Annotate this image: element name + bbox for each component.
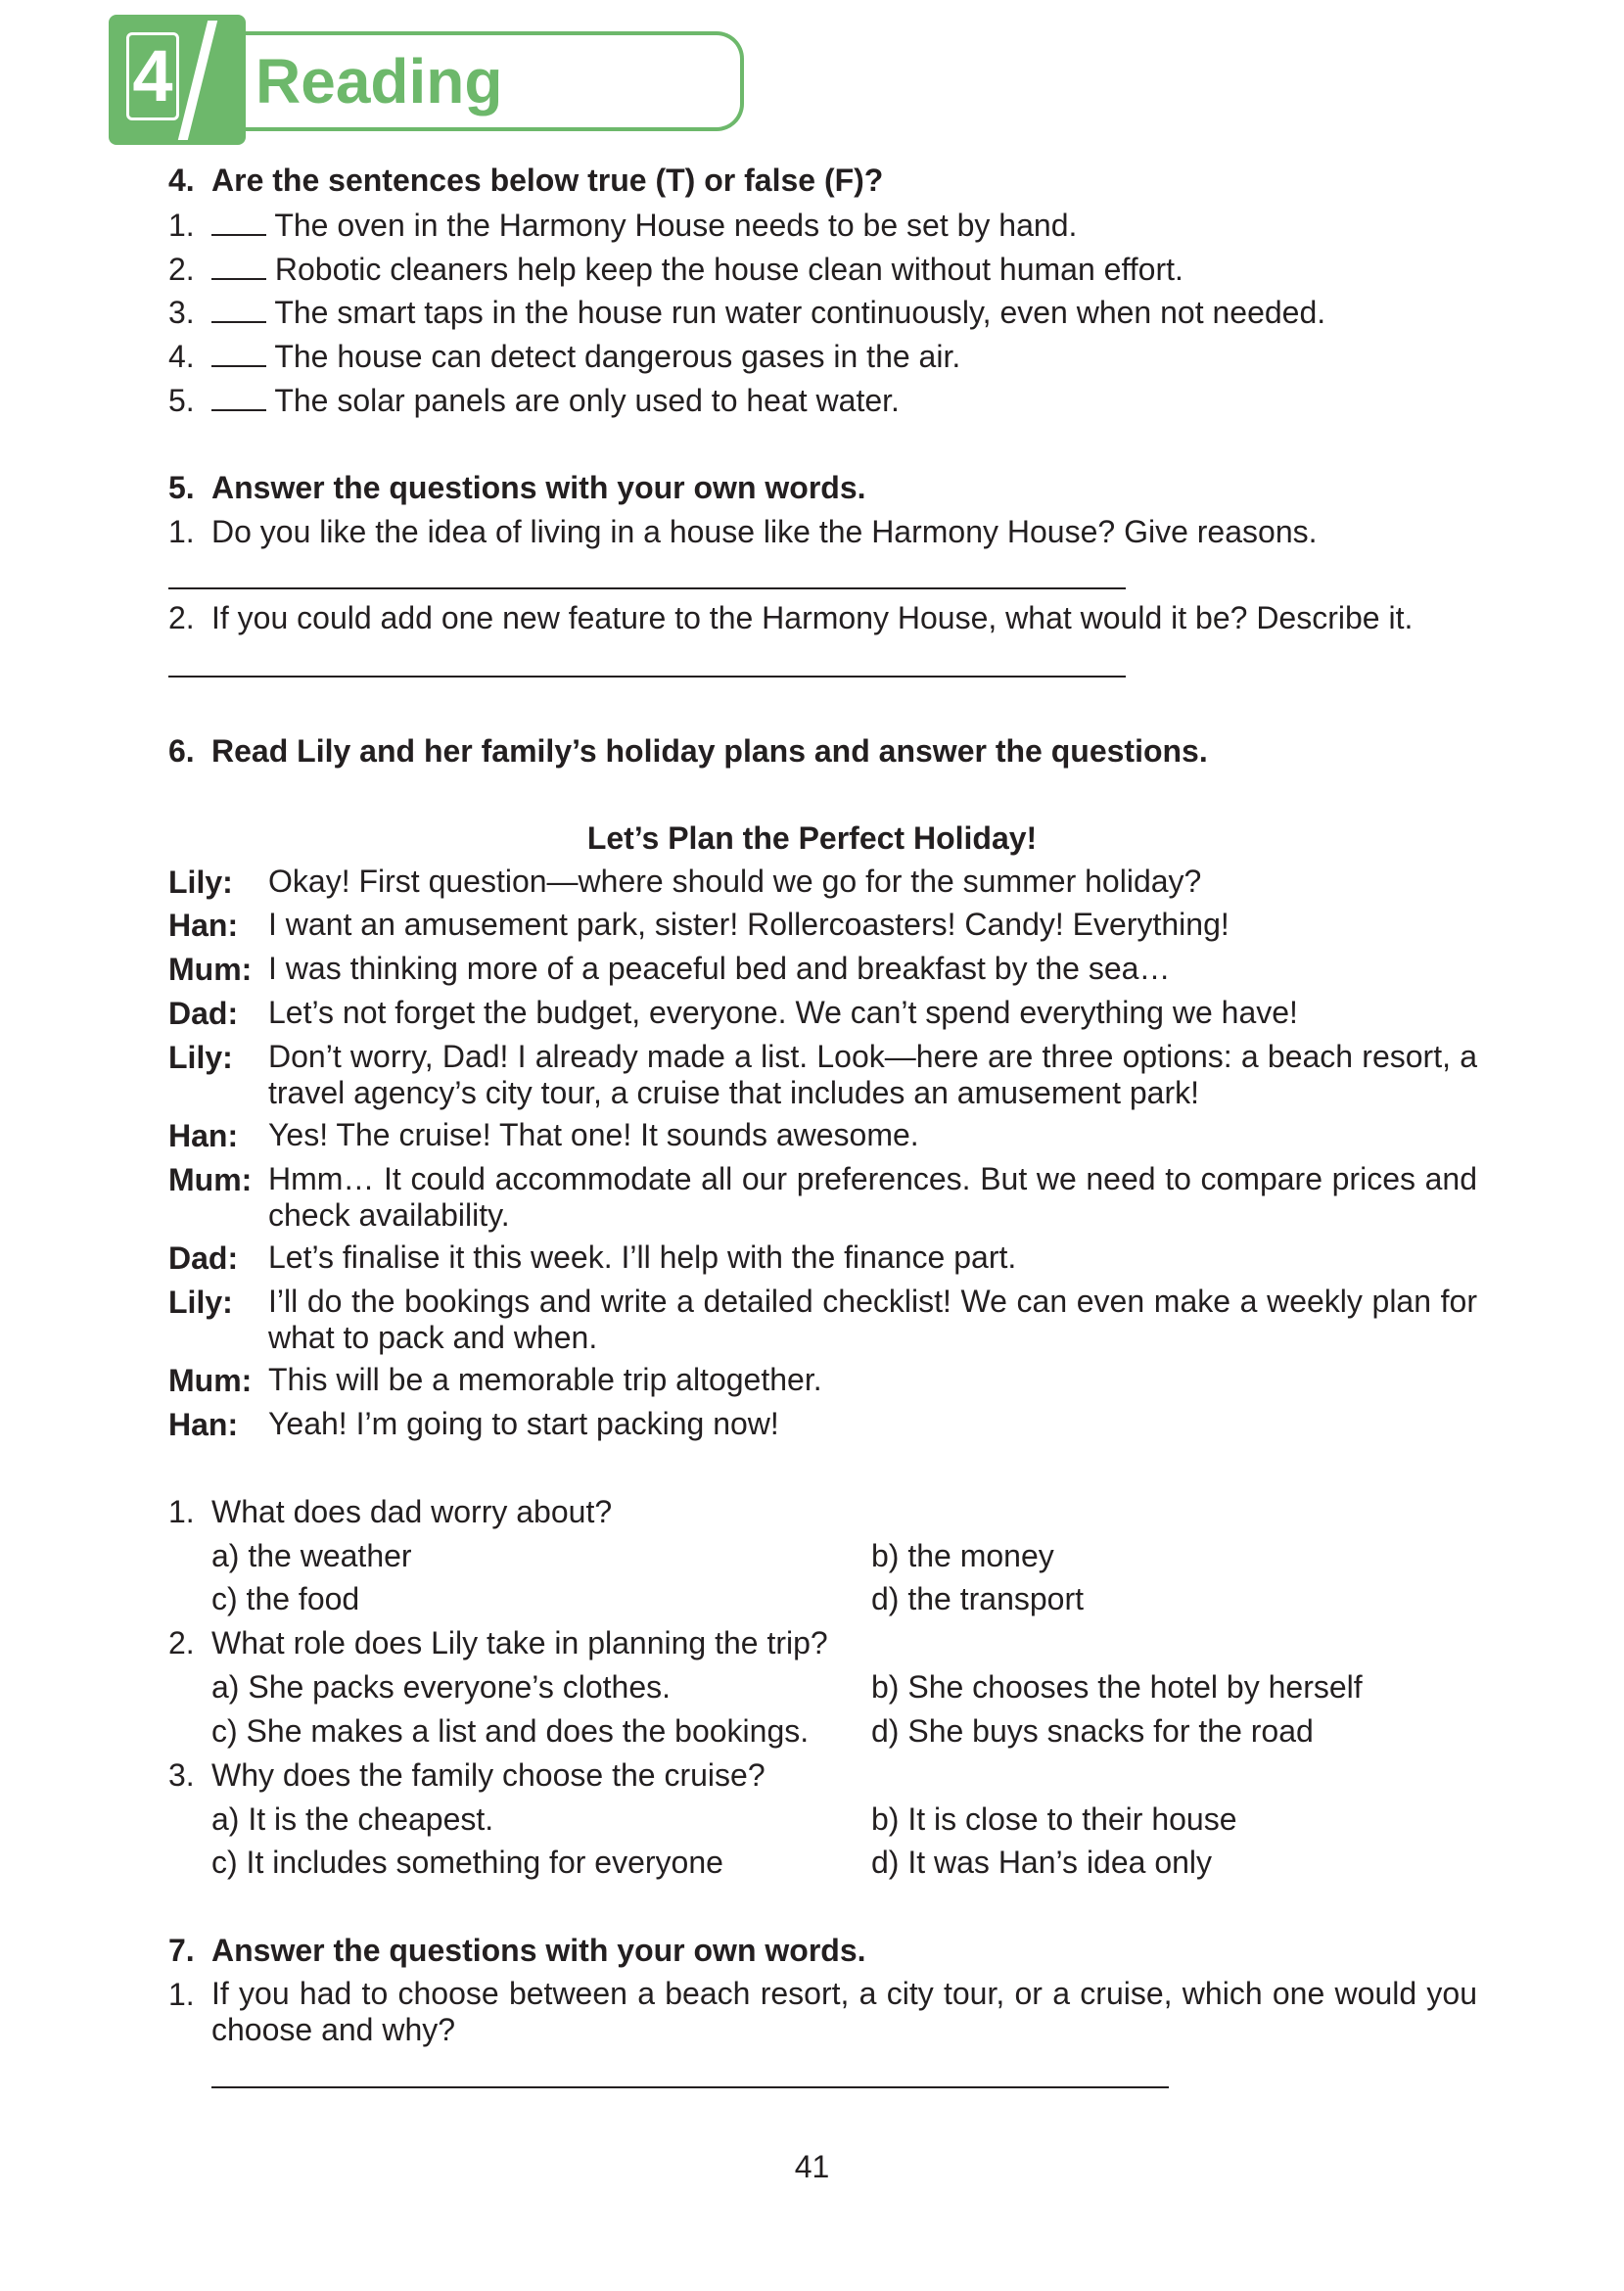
mc-option[interactable]: d) She buys snacks for the road bbox=[871, 1713, 1314, 1749]
dialogue-title: Let’s Plan the Perfect Holiday! bbox=[586, 820, 1038, 856]
mc-option[interactable]: c) It includes something for everyone bbox=[211, 1845, 723, 1880]
ex4-item-3: 3. The smart taps in the house run water continuously, even when not needed. bbox=[168, 295, 1326, 330]
answer-blank[interactable] bbox=[211, 296, 266, 323]
ex5-answer-line-1[interactable] bbox=[168, 587, 1126, 589]
dialogue-line: Hmm… It could accommodate all our preferences. But we need to compare prices and check availability. bbox=[268, 1161, 1477, 1233]
ex4-item-1: 1. The oven in the Harmony House needs to be set by hand. bbox=[168, 208, 1078, 243]
dialogue-line: Let’s not forget the budget, everyone. We can’t spend everything we have! bbox=[268, 995, 1298, 1030]
page-number: 41 bbox=[794, 2149, 830, 2184]
dialogue-line: I was thinking more of a peaceful bed and breakfast by the sea… bbox=[268, 951, 1171, 986]
speaker-label: Lily: bbox=[168, 865, 233, 900]
mc-option[interactable]: b) It is close to their house bbox=[871, 1801, 1237, 1837]
mc-option[interactable]: a) She packs everyone’s clothes. bbox=[211, 1669, 671, 1705]
mc-option[interactable]: a) It is the cheapest. bbox=[211, 1801, 494, 1837]
mc-option[interactable]: b) She chooses the hotel by herself bbox=[871, 1669, 1363, 1705]
mc-option[interactable]: c) She makes a list and does the bookings. bbox=[211, 1713, 810, 1749]
speaker-label: Han: bbox=[168, 1118, 239, 1153]
dialogue-line: Yeah! I’m going to start packing now! bbox=[268, 1406, 779, 1441]
dialogue-line: This will be a memorable trip altogether. bbox=[268, 1362, 822, 1397]
ex5-question-2: 2. If you could add one new feature to the Harmony House, what would it be? Describe it. bbox=[168, 600, 1414, 635]
ex4-item-4: 4. The house can detect dangerous gases in the air. bbox=[168, 339, 961, 374]
mc-question-2: 2. What role does Lily take in planning the trip? bbox=[168, 1625, 828, 1660]
ex4-item-2: 2. Robotic cleaners help keep the house clean without human effort. bbox=[168, 252, 1183, 287]
speaker-label: Mum: bbox=[168, 1363, 253, 1398]
ex7-question-1: If you had to choose between a beach resort, a city tour, or a cruise, which one would you choose and why? bbox=[211, 1976, 1477, 2047]
speaker-label: Han: bbox=[168, 908, 239, 943]
answer-blank[interactable] bbox=[211, 253, 266, 280]
ex5-question-1: 1. Do you like the idea of living in a house like the Harmony House? Give reasons. bbox=[168, 514, 1318, 549]
ex7-answer-line-1[interactable] bbox=[211, 2086, 1169, 2088]
dialogue-line: Don’t worry, Dad! I already made a list. Look—here are three options: a beach resort, a travel agency’s city tour, a cruise that includes an amusement park! bbox=[268, 1039, 1477, 1110]
mc-question-3: 3. Why does the family choose the cruise? bbox=[168, 1757, 766, 1793]
speaker-label: Lily: bbox=[168, 1285, 233, 1320]
mc-option[interactable]: a) the weather bbox=[211, 1538, 412, 1573]
speaker-label: Dad: bbox=[168, 1240, 239, 1276]
ex5-answer-line-2[interactable] bbox=[168, 676, 1126, 678]
ex5-heading: 5. Answer the questions with your own words. bbox=[168, 470, 866, 505]
ex4-item-5: 5. The solar panels are only used to heat water. bbox=[168, 383, 900, 418]
mc-option[interactable]: b) the money bbox=[871, 1538, 1054, 1573]
dialogue-line: Let’s finalise it this week. I’ll help with the finance part. bbox=[268, 1239, 1017, 1275]
mc-question-1: 1. What does dad worry about? bbox=[168, 1494, 613, 1529]
unit-badge bbox=[109, 15, 246, 145]
speaker-label: Han: bbox=[168, 1407, 239, 1442]
ex7-question-num: 1. bbox=[168, 1977, 195, 2012]
section-title: Reading bbox=[255, 46, 503, 117]
speaker-label: Lily: bbox=[168, 1040, 233, 1075]
speaker-label: Mum: bbox=[168, 1162, 253, 1197]
speaker-label: Dad: bbox=[168, 996, 239, 1031]
dialogue-line: Yes! The cruise! That one! It sounds awesome. bbox=[268, 1117, 919, 1152]
ex7-heading: 7. Answer the questions with your own words. bbox=[168, 1933, 866, 1968]
answer-blank[interactable] bbox=[211, 384, 266, 411]
answer-blank[interactable] bbox=[211, 340, 266, 367]
unit-number: 4 bbox=[126, 32, 179, 120]
mc-option[interactable]: d) It was Han’s idea only bbox=[871, 1845, 1213, 1880]
speaker-label: Mum: bbox=[168, 952, 253, 987]
ex4-heading: 4. Are the sentences below true (T) or false (F)? bbox=[168, 163, 884, 198]
unit-badge-slash bbox=[178, 21, 217, 140]
dialogue-line: Okay! First question—where should we go for the summer holiday? bbox=[268, 864, 1202, 899]
mc-option[interactable]: c) the food bbox=[211, 1581, 360, 1616]
mc-option[interactable]: d) the transport bbox=[871, 1581, 1084, 1616]
answer-blank[interactable] bbox=[211, 209, 266, 236]
ex6-heading: 6. Read Lily and her family’s holiday plans and answer the questions. bbox=[168, 733, 1208, 769]
dialogue-line: I’ll do the bookings and write a detailed checklist! We can even make a weekly plan for what to pack and when. bbox=[268, 1284, 1477, 1355]
dialogue-line: I want an amusement park, sister! Rollercoasters! Candy! Everything! bbox=[268, 907, 1230, 942]
